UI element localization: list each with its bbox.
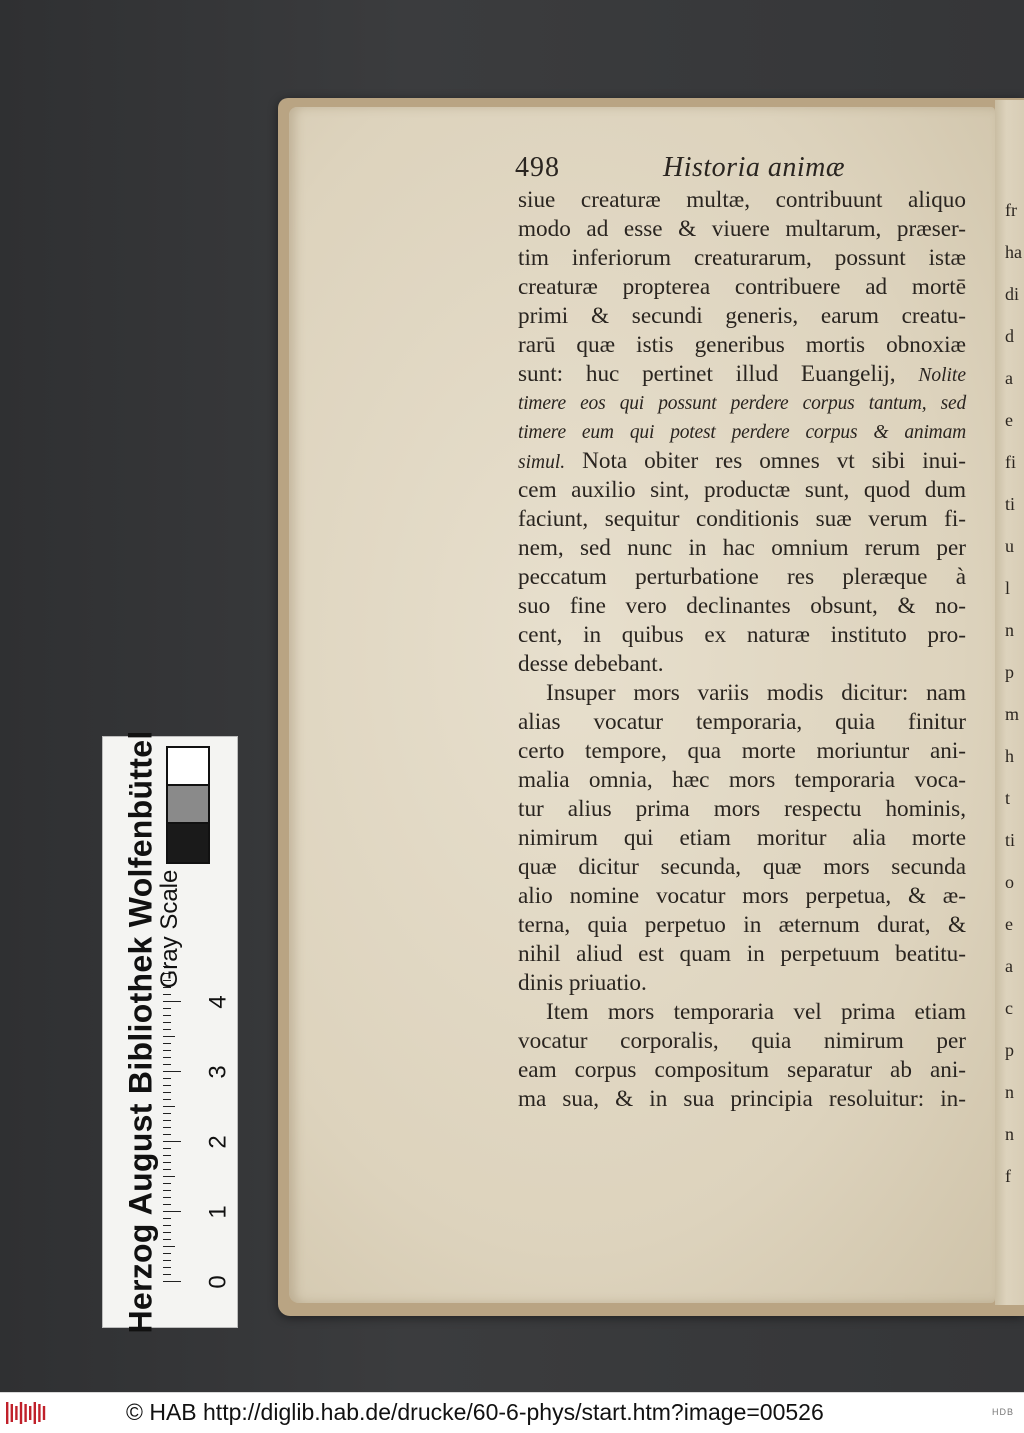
text-line: certo tempore, qua morte moriuntur ani-: [518, 738, 966, 764]
ruler-tick: [163, 1267, 171, 1268]
facing-page-fragment: d: [1005, 326, 1014, 346]
body-text: [518, 186, 966, 1114]
text-line: nihil aliud est quam in perpetuum beatitu-: [518, 941, 966, 967]
text-line: modo ad esse & viuere multarum, præser-: [518, 216, 966, 242]
facing-page-fragment: e: [1005, 410, 1013, 430]
facing-page-fragment: a: [1005, 368, 1013, 388]
facing-page-fragment: fr: [1005, 200, 1017, 220]
footer-marks: HDB: [991, 1407, 1014, 1417]
institution-label: Herzog August Bibliothek Wolfenbüttel: [122, 730, 159, 1334]
logo-bar: [29, 1406, 31, 1420]
ruler-tick: [163, 1043, 171, 1044]
text-line: timere eum qui potest perdere corpus & animam: [518, 422, 966, 443]
facing-page-fragment: u: [1005, 536, 1014, 556]
text-line: tur alius prima mors respectu hominis,: [518, 796, 966, 822]
text-line: primi & secundi generis, earum creatu-: [518, 303, 966, 329]
ruler-tick: [163, 1120, 171, 1121]
ruler-tick: [163, 1204, 171, 1205]
text-line: dinis priuatio.: [518, 970, 647, 996]
ruler-tick: [163, 1106, 175, 1107]
text-line: nem, sed nunc in hac omnium rerum per: [518, 535, 966, 561]
ruler-tick: [163, 1008, 171, 1009]
logo-bar: [34, 1402, 36, 1424]
text-line: alio nomine vocatur mors perpetua, & æ-: [518, 883, 966, 909]
text-line: vocatur corporalis, quia nimirum per: [518, 1028, 966, 1054]
logo-bar: [38, 1404, 40, 1422]
ruler-tick: [163, 1183, 171, 1184]
facing-page-fragment: t: [1005, 788, 1011, 808]
hab-logo-icon: [6, 1402, 48, 1424]
logo-bar: [43, 1406, 45, 1420]
ruler-tick: [163, 1134, 171, 1135]
ruler-tick: [163, 1113, 171, 1114]
gray-swatch-mid: [166, 784, 210, 826]
text-line: malia omnia, hæc mors temporaria voca-: [518, 767, 966, 793]
ruler-tick: [163, 1155, 171, 1156]
text-line: terna, quia perpetuo in æternum durat, &: [518, 912, 966, 938]
text-line: nimirum qui etiam moritur alia morte: [518, 825, 966, 851]
text-line: simul. Nota obiter res omnes vt sibi inui-: [518, 448, 966, 474]
page-number: 498: [515, 152, 560, 183]
ruler-tick: [163, 1225, 171, 1226]
text-line: cent, in quibus ex naturæ instituto pro-: [518, 622, 966, 648]
ruler-tick: [163, 1260, 171, 1261]
text-line: Item mors temporaria vel prima etiam: [546, 999, 966, 1025]
ruler-number: 3: [204, 1065, 232, 1079]
facing-page-fragment: ha: [1005, 242, 1022, 262]
logo-bar: [24, 1404, 26, 1422]
text-line: timere eos qui possunt perdere corpus tantum, sed: [518, 393, 966, 414]
facing-page-fragment: n: [1005, 620, 1014, 640]
ruler-tick: [163, 1232, 171, 1233]
ruler-tick: [163, 1085, 171, 1086]
text-line: ma sua, & in sua principia resoluitur: in-: [518, 1086, 966, 1112]
running-head: [515, 152, 970, 186]
ruler-tick: [163, 1148, 171, 1149]
facing-page-fragment: p: [1005, 1040, 1014, 1060]
ruler-tick: [163, 1190, 171, 1191]
ruler-tick: [163, 994, 171, 995]
running-title: Historia animæ: [663, 152, 846, 183]
text-line: rarū quæ istis generibus mortis obnoxiæ: [518, 332, 966, 358]
ruler-tick: [163, 1057, 171, 1058]
text-line: desse debebant.: [518, 651, 664, 677]
gray-swatch-black: [166, 822, 210, 864]
ruler-number: 0: [204, 1275, 232, 1289]
text-line: sunt: huc pertinet illud Euangelij, Nolite: [518, 361, 966, 387]
logo-bar: [15, 1406, 17, 1420]
text-line: suo fine vero declinantes obsunt, & no-: [518, 593, 966, 619]
logo-bar: [6, 1402, 8, 1424]
ruler-tick: [163, 1099, 171, 1100]
copyright-url[interactable]: © HAB http://diglib.hab.de/drucke/60-6-phys/start.htm?image=00526: [126, 1399, 824, 1425]
ruler-tick: [163, 1211, 181, 1212]
ruler-tick: [163, 1218, 171, 1219]
facing-page-fragment: n: [1005, 1082, 1014, 1102]
text-line: alias vocatur temporaria, quia finitur: [518, 709, 966, 735]
ruler-tick: [163, 1274, 171, 1275]
ruler-number: 1: [204, 1205, 232, 1219]
text-line: faciunt, sequitur conditionis suæ verum fi-: [518, 506, 966, 532]
facing-page-edge: [995, 100, 1024, 1305]
ruler-number: 4: [204, 995, 232, 1009]
ruler-tick: [163, 1246, 175, 1247]
facing-page-fragment: fi: [1005, 452, 1016, 472]
ruler-number: 2: [204, 1135, 232, 1149]
text-line: quæ dicitur secunda, quæ mors secunda: [518, 854, 966, 880]
ruler-tick: [163, 1092, 171, 1093]
text-line: creaturæ propterea contribuere ad mortē: [518, 274, 966, 300]
ruler-tick: [163, 1036, 175, 1037]
text-line: eam corpus compositum separatur ab ani-: [518, 1057, 966, 1083]
text-line: siue creaturæ multæ, contribuunt aliquo: [518, 187, 966, 213]
facing-page-fragment: m: [1005, 704, 1020, 724]
ruler-tick: [163, 1022, 171, 1023]
facing-page-fragment: ti: [1005, 494, 1016, 514]
facing-page-fragment: f: [1005, 1166, 1011, 1186]
text-line: tim inferiorum creaturarum, possunt istæ: [518, 245, 966, 271]
ruler-tick: [163, 1141, 181, 1142]
gray-swatch-white: [166, 746, 210, 788]
text-line: Insuper mors variis modis dicitur: nam: [546, 680, 966, 706]
ruler-tick: [163, 1001, 181, 1002]
ruler-tick: [163, 1162, 171, 1163]
ruler-tick: [163, 1239, 171, 1240]
ruler-tick: [163, 1015, 171, 1016]
ruler-tick: [163, 1176, 175, 1177]
ruler-tick: [163, 1078, 171, 1079]
facing-page-fragment: o: [1005, 872, 1014, 892]
text-line: cem auxilio sint, productæ sunt, quod dum: [518, 477, 966, 503]
ruler-tick: [163, 1281, 181, 1282]
facing-page-fragment: e: [1005, 914, 1013, 934]
facing-page-fragment: l: [1005, 578, 1011, 598]
facing-page-fragment: c: [1005, 998, 1013, 1018]
facing-page-fragment: di: [1005, 284, 1020, 304]
ruler-tick: [163, 1029, 171, 1030]
facing-page-fragment: a: [1005, 956, 1013, 976]
gray-scale-label: Gray Scale: [156, 869, 183, 989]
facing-page-fragment: p: [1005, 662, 1014, 682]
ruler-tick: [163, 1064, 171, 1065]
facing-page-fragment: ti: [1005, 830, 1016, 850]
ruler-tick: [163, 1253, 171, 1254]
ruler-tick: [163, 1071, 181, 1072]
logo-bar: [11, 1404, 13, 1422]
ruler-tick: [163, 1197, 171, 1198]
facing-page-fragment: h: [1005, 746, 1014, 766]
ruler-tick: [163, 1127, 171, 1128]
facing-page-fragment: n: [1005, 1124, 1014, 1144]
footer-bar: [0, 1392, 1024, 1433]
logo-bar: [20, 1402, 22, 1424]
ruler-tick: [163, 1050, 171, 1051]
text-line: peccatum perturbatione res pleræque à: [518, 564, 966, 590]
ruler-tick: [163, 1169, 171, 1170]
